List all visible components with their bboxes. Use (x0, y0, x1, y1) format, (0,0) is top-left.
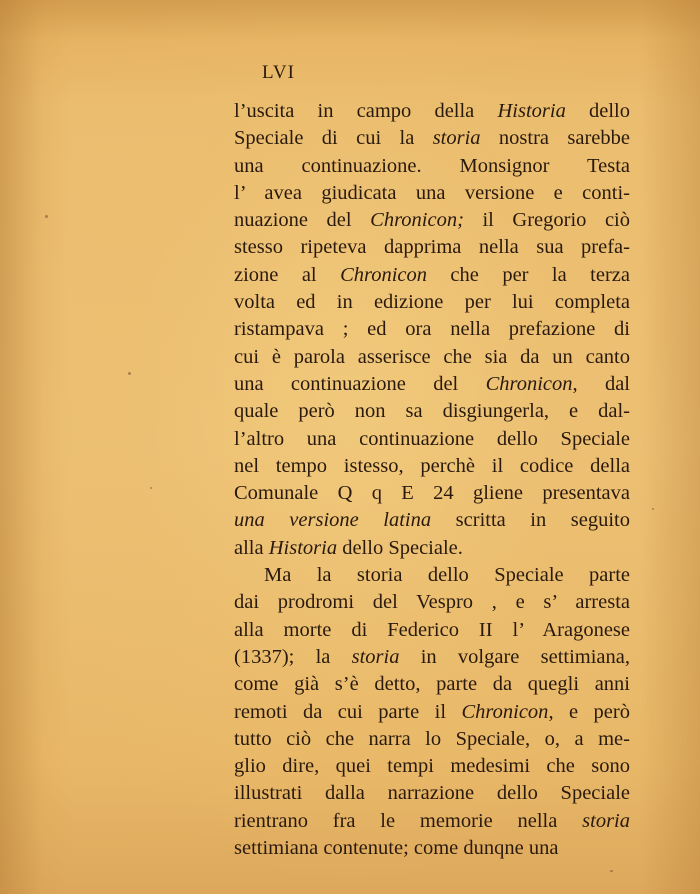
text-segment: quale però non sa disgiungerla, e dal- (234, 400, 630, 423)
italic-text: una versione latina (234, 509, 432, 532)
text-line (234, 207, 630, 234)
page-number: LVI (262, 62, 295, 83)
text-line (234, 371, 630, 398)
text-segment: Comunale Q q E 24 gliene presentava (234, 482, 630, 505)
text-line (234, 507, 630, 534)
text-segment: l’ avea giudicata una versione e conti- (234, 181, 630, 204)
text-line (234, 562, 630, 589)
text-segment: stesso ripeteva dapprima nella sua prefa- (234, 236, 630, 259)
text-segment: nostra sarebbe (480, 127, 630, 150)
page-shadow-right (640, 0, 700, 894)
text-line (234, 726, 630, 753)
paper-speck (150, 487, 152, 489)
text-segment: tutto ciò che narra lo Speciale, o, a me- (234, 727, 630, 750)
text-segment: l’uscita in campo della (234, 100, 498, 122)
text-line (234, 125, 630, 152)
text-line (234, 780, 630, 807)
italic-text: Historia (268, 536, 338, 559)
text-segment: Speciale di cui la (234, 127, 433, 150)
page-shadow-top (0, 0, 700, 40)
italic-text: Chronicon; (370, 209, 464, 232)
text-line (234, 808, 630, 835)
text-segment: remoti da cui parte il (234, 700, 462, 723)
text-line (234, 699, 630, 726)
paper-speck (610, 870, 613, 872)
italic-text: Chronicon (485, 372, 573, 395)
italic-text: Chronicon (461, 700, 549, 723)
text-line (234, 644, 630, 671)
text-line (234, 289, 630, 316)
text-segment: nel tempo istesso, perchè il codice della (234, 454, 630, 477)
text-segment: il Gregorio ciò (463, 209, 630, 232)
text-line (234, 426, 630, 453)
text-segment: che per la terza (427, 263, 630, 286)
text-line (234, 234, 630, 261)
text-segment: illustrati dalla narrazione dello Speciale (234, 782, 630, 805)
text-line (234, 753, 630, 780)
italic-text: storia (351, 645, 400, 668)
paper-speck (45, 215, 48, 218)
text-line (234, 480, 630, 507)
text-segment: dai prodromi del Vespro , e s’ arresta (234, 591, 630, 614)
page-shadow-left (0, 0, 70, 894)
text-segment: una continuazione del (234, 372, 486, 395)
text-segment: , dal (572, 372, 630, 395)
text-line (234, 617, 630, 644)
text-segment: dello Speciale. (337, 536, 463, 559)
text-segment: dello (565, 100, 630, 122)
paper-speck (652, 508, 654, 510)
text-segment: ristampava ; ed ora nella prefazione di (234, 318, 630, 341)
text-line (234, 398, 630, 425)
paper-speck (128, 372, 131, 375)
text-line (234, 262, 630, 289)
text-line (234, 835, 630, 862)
text-segment: volta ed in edizione per lui completa (234, 291, 630, 314)
text-line (234, 180, 630, 207)
italic-text: storia (582, 809, 630, 832)
text-segment: glio dire, quei tempi medesimi che sono (234, 755, 630, 778)
text-line (234, 589, 630, 616)
text-segment: (1337); la (234, 645, 352, 668)
text-segment: scritta in seguito (431, 509, 630, 532)
text-segment: alla (234, 536, 269, 559)
italic-text: Chronicon (340, 263, 427, 286)
text-segment: alla morte di Federico II l’ Aragonese (234, 618, 630, 641)
text-line (234, 153, 630, 180)
text-segment: come già s’è detto, parte da quegli anni (234, 673, 630, 696)
italic-text: Historia (497, 100, 566, 122)
text-segment: , e però (548, 700, 630, 723)
body-text (234, 98, 630, 862)
text-segment: in volgare settimiana, (399, 645, 630, 668)
text-line (234, 671, 630, 698)
text-segment: Ma la storia dello Speciale parte (264, 564, 630, 587)
text-line (234, 453, 630, 480)
text-segment: rientrano fra le memorie nella (234, 809, 583, 832)
text-segment: zione al (234, 263, 341, 286)
italic-text: storia (432, 127, 481, 150)
text-segment: l’altro una continuazione dello Speciale (234, 427, 630, 450)
text-line (234, 316, 630, 343)
text-line (234, 98, 630, 125)
text-line (234, 535, 630, 562)
text-segment: settimiana contenute; come dunqne una (234, 837, 559, 860)
text-segment: nuazione del (234, 209, 371, 232)
text-segment: cui è parola asserisce che sia da un canto (234, 345, 630, 368)
text-segment: una continuazione. Monsignor Testa (234, 154, 630, 177)
text-line (234, 344, 630, 371)
